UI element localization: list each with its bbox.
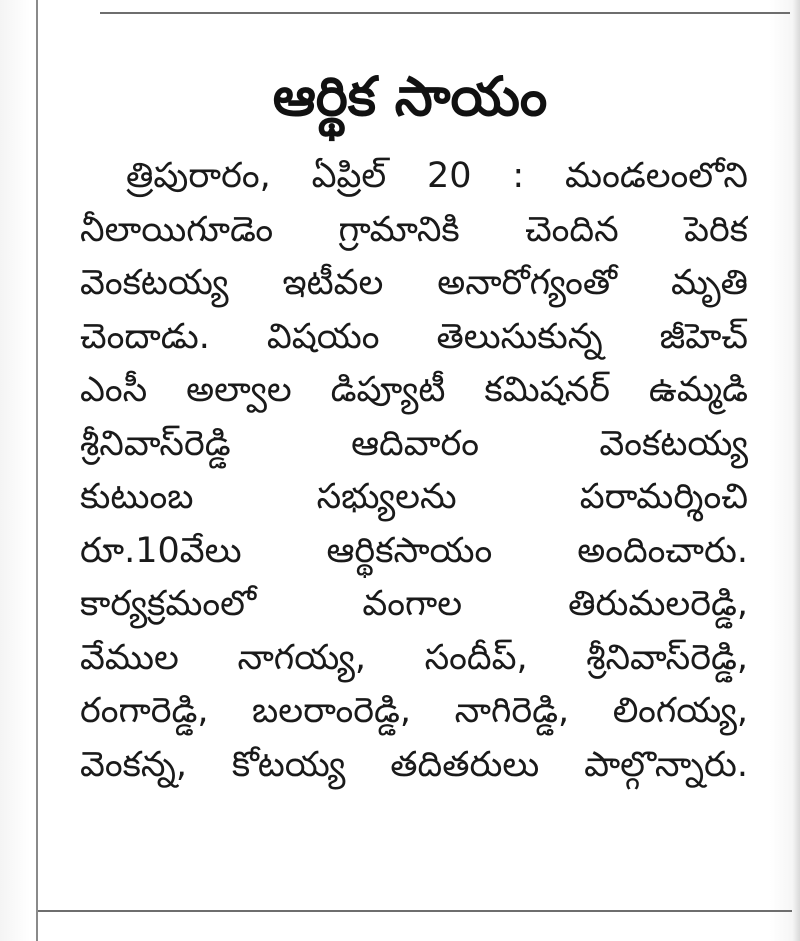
article-body bbox=[80, 150, 748, 792]
top-divider-rule bbox=[100, 12, 790, 14]
right-page-edge bbox=[792, 0, 800, 941]
article-line-7: కుటుంబ సభ్యులను పరామర్శించి bbox=[80, 477, 748, 517]
article-line-10: వేముల నాగయ్య, సందీప్, శ్రీనివాస్‌రెడ్డి, bbox=[80, 637, 748, 678]
article-line-8: రూ.10వేలు ఆర్థికసాయం అందించారు. bbox=[80, 530, 748, 571]
article-line-1: త్రిపురారం, ఏప్రిల్ 20 : మండలంలోని bbox=[126, 156, 748, 196]
article-line-3: వెంకటయ్య ఇటీవల అనారోగ్యంతో మృతి bbox=[80, 263, 748, 303]
article-line-4: చెందాడు. విషయం తెలుసుకున్న జీహెచ్ bbox=[80, 316, 748, 357]
article-line-2: నీలాయిగూడెం గ్రామానికి చెందిన పెరిక bbox=[80, 209, 748, 250]
article-line-12: వెంకన్న, కోటయ్య తదితరులు పాల్గొన్నారు. bbox=[80, 744, 748, 785]
article-line-5: ఎంసీ అల్వాల డిప్యూటీ కమిషనర్ ఉమ్మడి bbox=[80, 370, 748, 410]
article-line-11: రంగారెడ్డి, బలరాంరెడ్డి, నాగిరెడ్డి, లింగయ్య, bbox=[80, 691, 748, 731]
bottom-divider-rule bbox=[38, 910, 792, 912]
article-line-9: కార్యక్రమంలో వంగాల తిరుమలరెడ్డి, bbox=[80, 584, 748, 624]
article-line-6: శ్రీనివాస్‌రెడ్డి ఆదివారం వెంకటయ్య bbox=[80, 423, 748, 464]
left-column-rule bbox=[36, 0, 38, 941]
article-headline: ఆర్థిక సాయం bbox=[272, 65, 548, 128]
